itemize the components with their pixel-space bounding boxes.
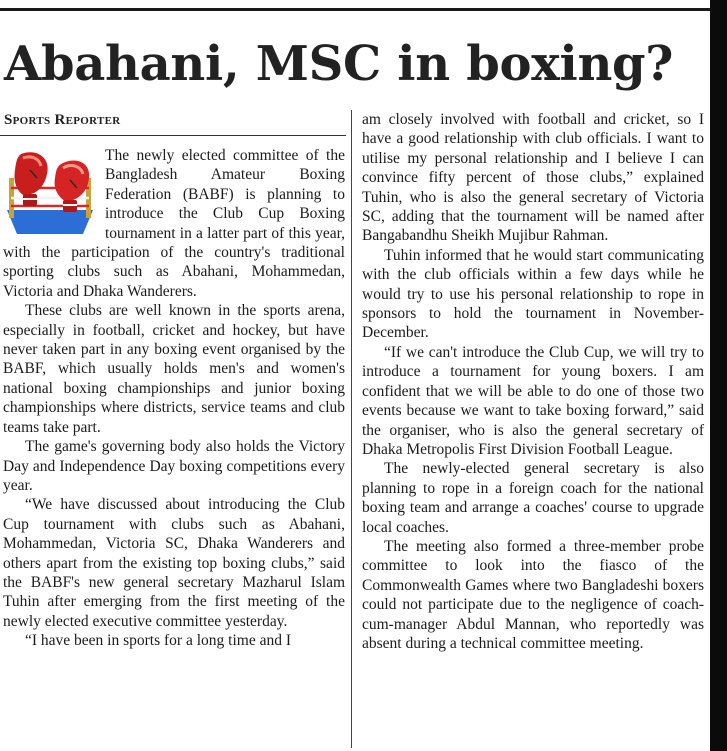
- paragraph: am closely involved with football and cricket, so I have a good relationship with club officials. I want to utilise my personal relationship and I believe I can convince fifty percent of those clubs,” explained Tuhin, who is also the general secretary of Victoria SC, adding that the tournament will be named after Bangabandhu Sheikh Mujibur Rahman.: [362, 111, 704, 245]
- column-divider: [351, 110, 352, 748]
- paragraph: “I have been in sports for a long time and I: [25, 632, 291, 650]
- paragraph: The meeting also formed a three-member probe committee to look into the fiasco of the Commonwealth Games where two Bangladeshi boxers could not participate due to the negligence of coach-cum-manager Abdul Mannan, who reportedly was absent during a technical committee meeting.: [362, 537, 704, 652]
- paragraph: Tuhin informed that he would start communicating with the club officials within a few days while he would try to use his personal relationship to rope in sponsors to hold the tournament in November-December.: [362, 246, 704, 342]
- left-column: [3, 146, 345, 651]
- byline: Sports Reporter: [4, 112, 121, 128]
- paragraph: “If we can't introduce the Club Cup, we will try to introduce a tournament for young boxers. I am confident that we will be able to do one of those two events because we want to take boxing forward,” said the organiser, who is also the general secretary of Dhaka Metropolis First Division Football League.: [362, 343, 704, 458]
- headline: Abahani, MSC in boxing?: [4, 36, 674, 92]
- paragraph: These clubs are well known in the sports arena, especially in football, cricket and hockey, but have never taken part in any boxing event organised by the BABF, which usually holds men's and women's national boxing championships and junior boxing championships where districts, service teams and club teams take part.: [3, 302, 345, 436]
- paragraph: The game's governing body also holds the Victory Day and Independence Day boxing competitions every year.: [3, 438, 345, 494]
- page-edge-shadow: [710, 0, 727, 751]
- byline-rule: [0, 135, 346, 136]
- paragraph: “We have discussed about introducing the Club Cup tournament with clubs such as Abahani, Mohammedan, Victoria SC, Dhaka Wanderers and others apart from the existing top boxing clubs,” said the BABF's new general secretary Mazharul Islam Tuhin after emerging from the first meeting of the newly elected executive committee yesterday.: [3, 496, 345, 630]
- right-column: [362, 110, 704, 653]
- paragraph: The newly-elected general secretary is also planning to rope in a foreign coach for the national boxing team and arrange a coaches' course to upgrade local coaches.: [362, 460, 704, 536]
- boxing-gloves-icon: [3, 148, 97, 238]
- paragraph: The newly elected committee of the Bangladesh Amateur Boxing Federation (BABF) is planning to introduce the Club Cup Boxing tournament in a latter part of this year, with the participation of the country's traditional sporting clubs such as Abahani, Mohammedan, Victoria and Dhaka Wanderers.: [3, 147, 345, 300]
- top-rule: [0, 8, 710, 11]
